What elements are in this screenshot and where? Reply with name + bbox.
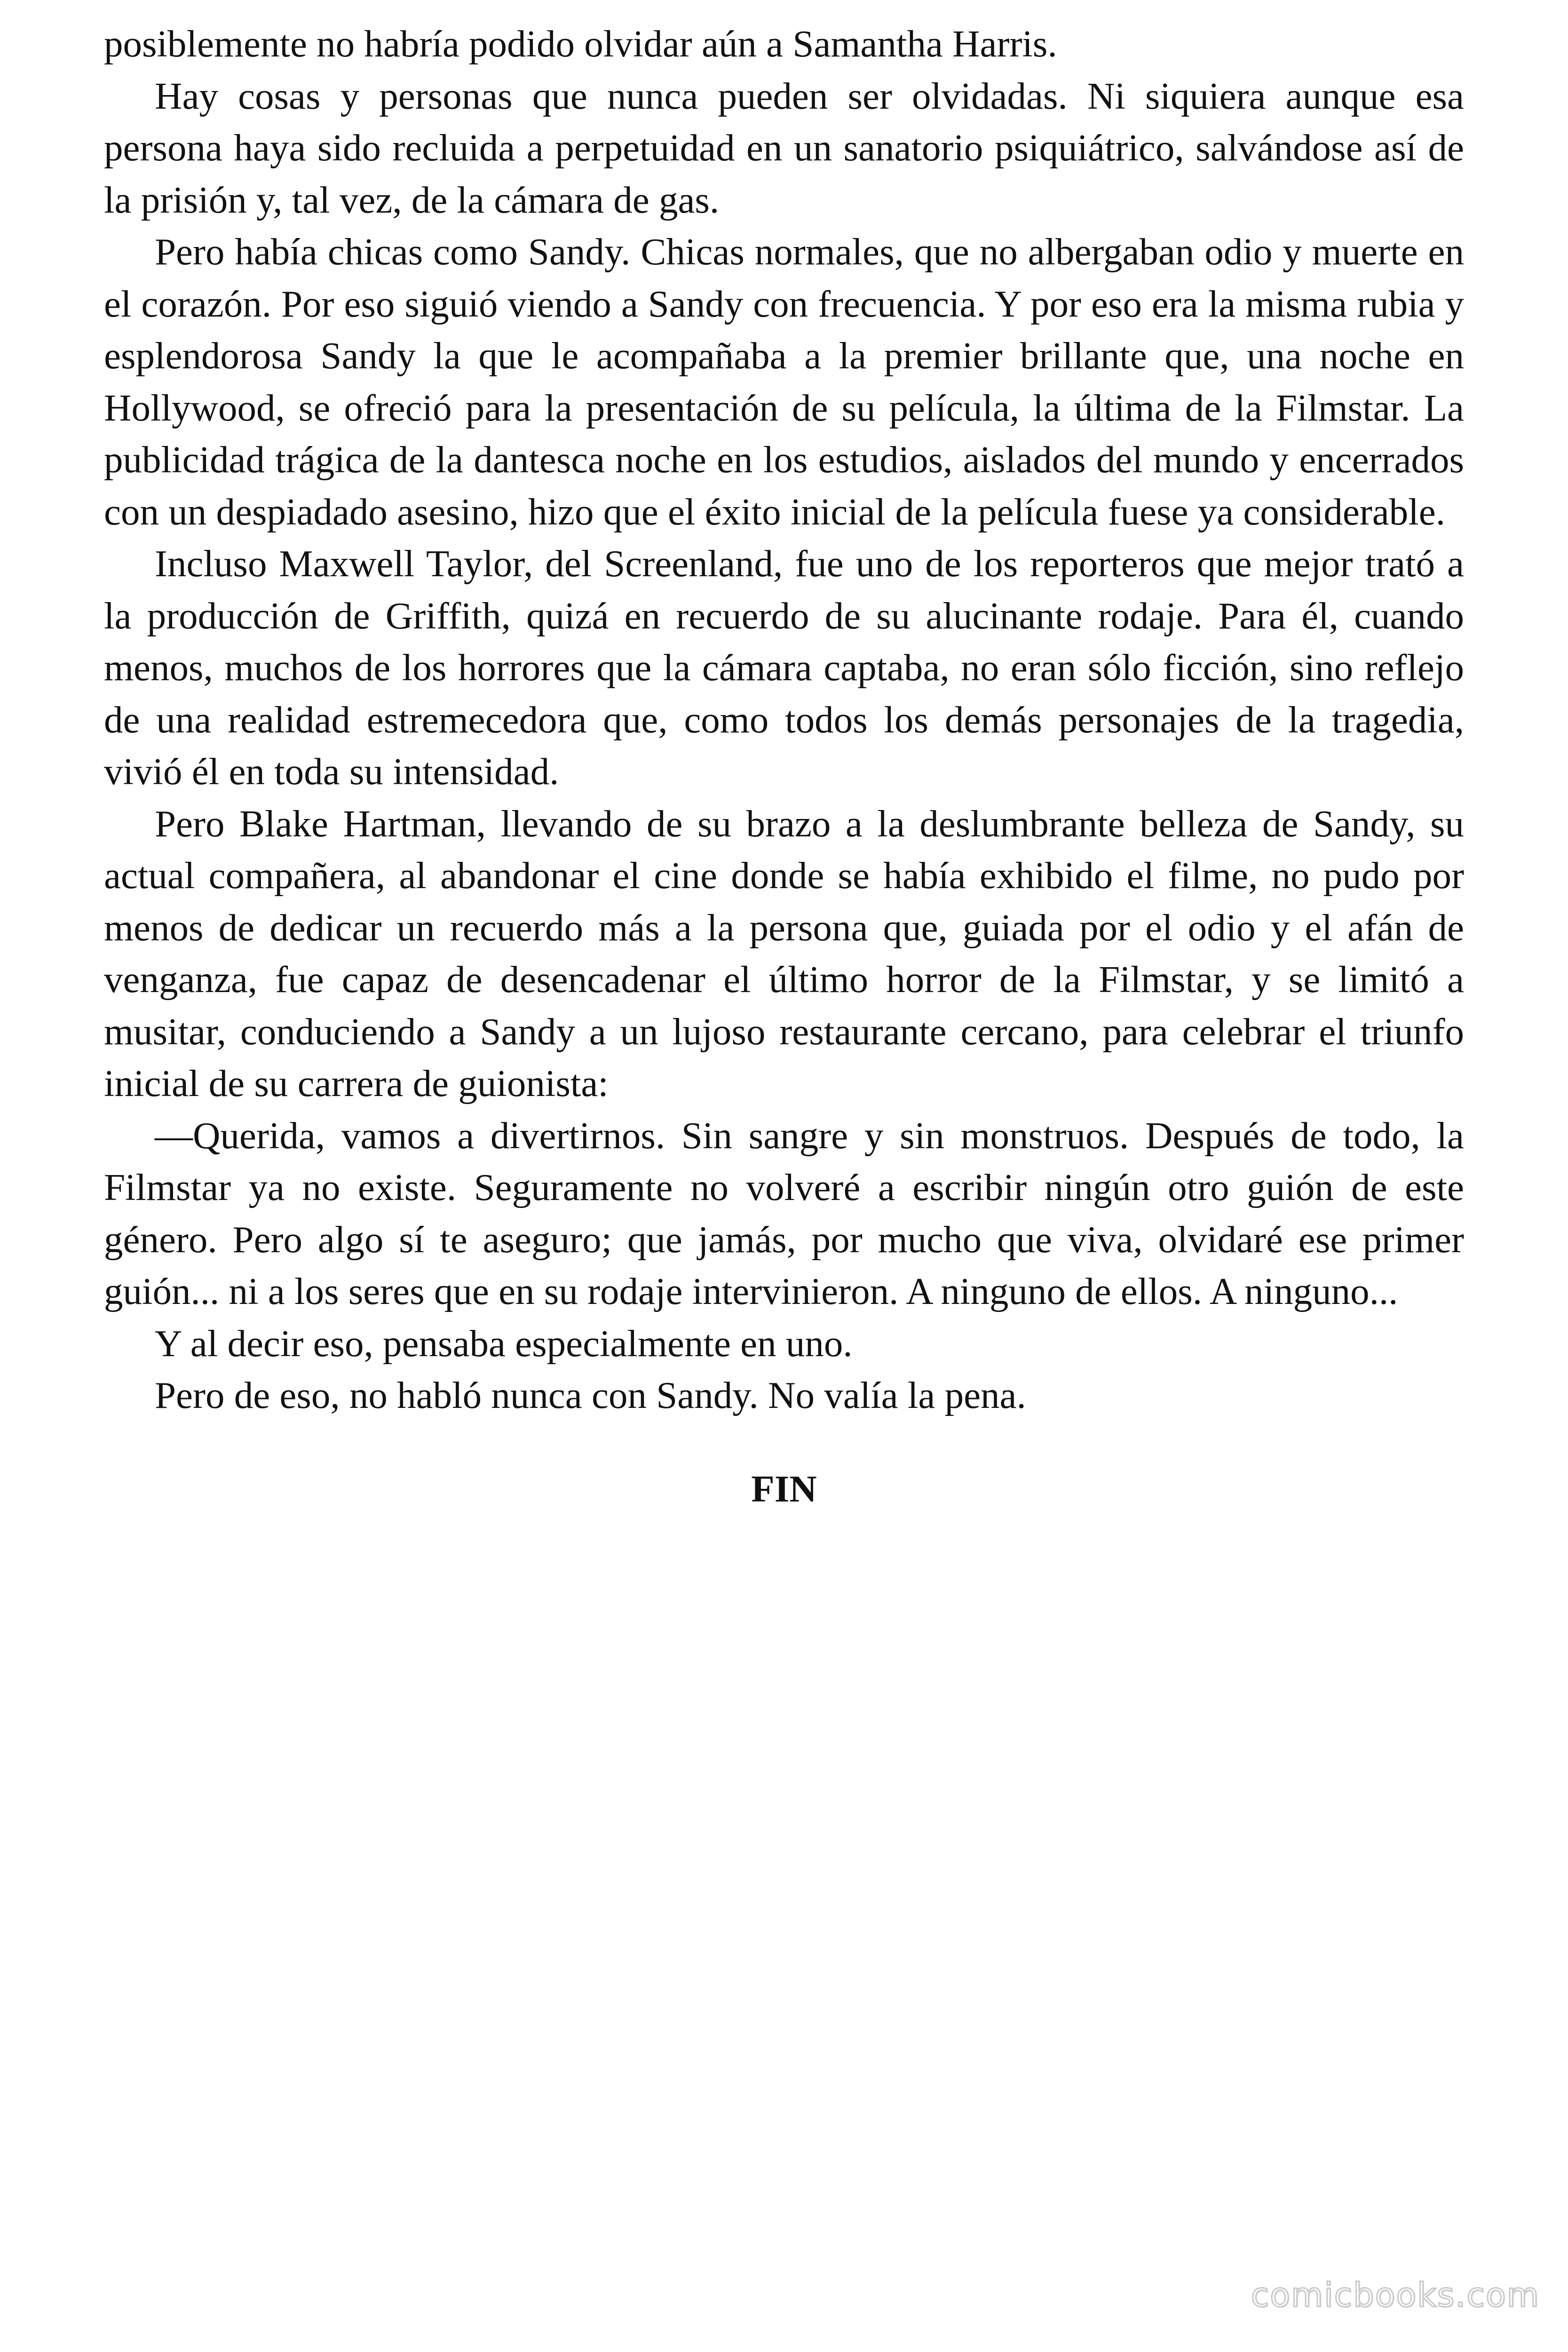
paragraph: Pero había chicas como Sandy. Chicas normales, que no albergaban odio y muerte en el corazón. Por eso siguió viendo a Sandy con frecuencia. Y por eso era la misma rubia y esplendorosa Sandy la que le acompañaba a la premier brillante que, una noche en Hollywood, se ofreció para la presentación de su película, la última de la Filmstar. La publicidad trágica de la dantesca noche en los estudios, aislados del mundo y encerrados con un despiadado asesino, hizo que el éxito inicial de la película fuese ya considerable.	[104, 230, 1464, 533]
book-page	[104, 18, 1464, 1515]
end-mark: FIN	[751, 1467, 817, 1510]
paragraph: Incluso Maxwell Taylor, del Screenland, fue uno de los reporteros que mejor trató a la producción de Griffith, quizá en recuerdo de su alucinante rodaje. Para él, cuando menos, muchos de los horrores que la cámara captaba, no eran sólo ficción, sino reflejo de una realidad estremecedora que, como todos los demás personajes de la tragedia, vivió él en toda su intensidad.	[104, 542, 1464, 793]
paragraph: Pero Blake Hartman, llevando de su brazo a la deslumbrante belleza de Sandy, su actual compañera, al abandonar el cine donde se había exhibido el filme, no pudo por menos de dedicar un recuerdo más a la persona que, guiada por el odio y el afán de venganza, fue capaz de desencadenar el último horror de la Filmstar, y se limitó a musitar, conduciendo a Sandy a un lujoso restaurante cercano, para celebrar el triunfo inicial de su carrera de guionista:	[104, 802, 1464, 1104]
paragraph: posiblemente no habría podido olvidar aún a Samantha Harris.	[104, 23, 1057, 65]
paragraph: —Querida, vamos a divertirnos. Sin sangre y sin monstruos. Después de todo, la Filmstar ya no existe. Seguramente no volveré a escribir ningún otro guión de este género. Pero algo sí te aseguro; que jamás, por mucho que viva, olvidaré ese primer guión... ni a los seres que en su rodaje intervinieron. A ninguno de ellos. A ninguno...	[104, 1114, 1464, 1312]
paragraph: Pero de eso, no habló nunca con Sandy. No valía la pena.	[155, 1374, 1026, 1416]
watermark: comicbooks.com	[1251, 2276, 1540, 2314]
paragraph: Hay cosas y personas que nunca pueden ser olvidadas. Ni siquiera aunque esa persona haya sido recluida a perpetuidad en un sanatorio psiquiátrico, salvándose así de la prisión y, tal vez, de la cámara de gas.	[104, 74, 1464, 221]
paragraph: Y al decir eso, pensaba especialmente en uno.	[155, 1322, 853, 1365]
